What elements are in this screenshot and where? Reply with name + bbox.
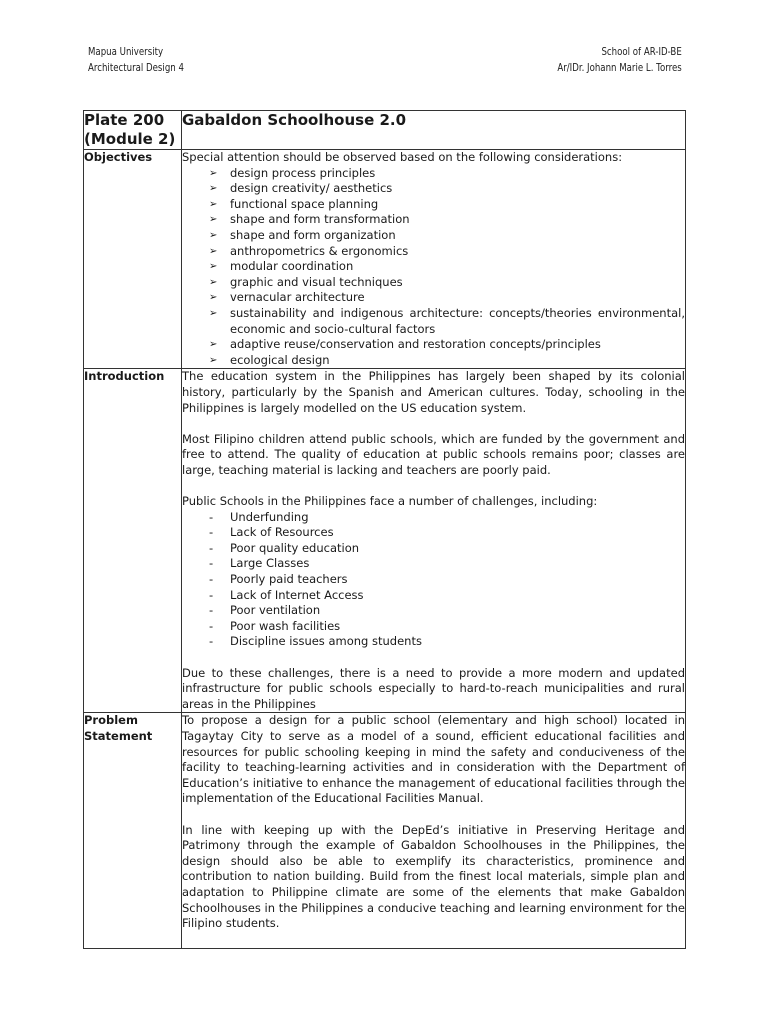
- challenge-item: [182, 556, 685, 572]
- plate-module: (Module 2): [84, 130, 176, 148]
- objective-item: [182, 275, 685, 291]
- objective-item-text: shape and form organization: [230, 227, 396, 242]
- introduction-paragraph-3: Public Schools in the Philippines face a number of challenges, including:: [182, 494, 598, 509]
- objective-item-text: design process principles: [230, 165, 376, 180]
- challenge-item: [182, 588, 685, 604]
- bullet-icon: ➢: [209, 354, 218, 366]
- objective-item: [182, 166, 685, 182]
- bullet-icon: ➢: [209, 276, 218, 288]
- objective-item: [182, 228, 685, 244]
- problem-label-line-1: Problem: [84, 713, 138, 728]
- objective-item: [182, 306, 685, 337]
- introduction-paragraph-1: The education system in the Philippines has largely been shaped by its colonial history, particularly by the Spanish and American cultures. Today, schooling in the Philippines is largely modelled on the US education system.: [182, 369, 685, 415]
- problem-paragraph-2: In line with keeping up with the DepEd’s initiative in Preserving Heritage and Patrimony through the example of Gabaldon Schoolhouses in the Philippines, the design should also be able to exemplify its characteristics, prominence and contribution to nation building. Build from the finest local materials, simple plan and adaptation to Philippine climate are some of the elements that make Gabaldon Schoolhouses in the Philippines a conducive teaching and learning environment for the Filipino students.: [182, 822, 685, 931]
- objective-item-text: sustainability and indigenous architecture: concepts/theories environmental, economic and socio-cultural factors: [230, 305, 685, 336]
- challenge-item-text: Poor quality education: [230, 540, 360, 555]
- introduction-content: [182, 369, 686, 713]
- bullet-icon: -: [209, 540, 214, 555]
- bullet-icon: -: [209, 634, 214, 649]
- objectives-intro: Special attention should be observed based on the following considerations:: [182, 150, 623, 164]
- challenges-list: [182, 510, 685, 650]
- course-name: Architectural Design 4: [88, 62, 184, 74]
- challenge-item-text: Discipline issues among students: [230, 634, 422, 649]
- objective-item: [182, 181, 685, 197]
- objectives-content: [182, 150, 686, 369]
- objective-item: [182, 353, 685, 369]
- bullet-icon: -: [209, 572, 214, 587]
- bullet-icon: ➢: [209, 292, 218, 304]
- page-header-left: [88, 44, 205, 76]
- introduction-paragraph-4: Due to these challenges, there is a need to provide a more modern and updated infrastructure for public schools especially to hard-to-reach municipalities and rural areas in the Philippines: [182, 665, 685, 711]
- problem-statement-label: [84, 713, 182, 948]
- plate-title-cell: [182, 111, 686, 150]
- challenge-item-text: Poor wash facilities: [230, 618, 341, 633]
- bullet-icon: ➢: [209, 229, 218, 241]
- objective-item-text: ecological design: [230, 352, 330, 367]
- objective-item: [182, 212, 685, 228]
- plate-number-cell: [84, 111, 182, 150]
- problem-label-line-2: Statement: [84, 728, 153, 743]
- bullet-icon: -: [209, 618, 214, 633]
- objective-item: [182, 337, 685, 353]
- bullet-icon: -: [209, 556, 214, 571]
- objective-item: [182, 197, 685, 213]
- challenge-item-text: Lack of Internet Access: [230, 587, 364, 602]
- objective-item-text: modular coordination: [230, 259, 354, 274]
- bullet-icon: -: [209, 525, 214, 540]
- bullet-icon: -: [209, 587, 214, 602]
- challenge-item-text: Large Classes: [230, 556, 310, 571]
- objective-item-text: anthropometrics & ergonomics: [230, 243, 409, 258]
- page-header-right: [530, 44, 682, 76]
- bullet-icon: ➢: [209, 183, 218, 195]
- objective-item-text: functional space planning: [230, 196, 379, 211]
- introduction-label: Introduction: [84, 369, 182, 713]
- objective-item: [182, 259, 685, 275]
- school-name: School of AR-ID-BE: [601, 46, 682, 58]
- challenge-item: [182, 634, 685, 650]
- challenge-item-text: Poor ventilation: [230, 603, 321, 618]
- plate-title-row: [84, 111, 686, 150]
- bullet-icon: -: [209, 509, 214, 524]
- objective-item-text: shape and form transformation: [230, 212, 410, 227]
- plate-title: Gabaldon Schoolhouse 2.0: [182, 111, 407, 129]
- problem-statement-content: [182, 713, 686, 948]
- objective-item-text: design creativity/ aesthetics: [230, 181, 393, 196]
- objective-item-text: vernacular architecture: [230, 290, 365, 305]
- university-name: Mapua University: [88, 46, 164, 58]
- introduction-row: [84, 369, 686, 713]
- plate-table: [83, 110, 686, 949]
- objective-item: [182, 244, 685, 260]
- bullet-icon: ➢: [209, 339, 218, 351]
- problem-statement-row: [84, 713, 686, 948]
- objective-item-text: graphic and visual techniques: [230, 274, 403, 289]
- objective-item-text: adaptive reuse/conservation and restoration concepts/principles: [230, 337, 601, 352]
- plate-number: Plate 200: [84, 111, 165, 129]
- challenge-item: [182, 541, 685, 557]
- challenge-item: [182, 525, 685, 541]
- challenge-item: [182, 619, 685, 635]
- objectives-list: [182, 166, 685, 369]
- challenge-item-text: Lack of Resources: [230, 525, 334, 540]
- bullet-icon: -: [209, 603, 214, 618]
- bullet-icon: ➢: [209, 214, 218, 226]
- challenge-item-text: Poorly paid teachers: [230, 572, 348, 587]
- objective-item: [182, 290, 685, 306]
- bullet-icon: ➢: [209, 261, 218, 273]
- challenge-item: [182, 510, 685, 526]
- bullet-icon: ➢: [209, 198, 218, 210]
- introduction-paragraph-2: Most Filipino children attend public schools, which are funded by the government and free to attend. The quality of education at public schools remains poor; classes are large, teaching material is lacking and teachers are poorly paid.: [182, 431, 685, 477]
- objectives-row: [84, 150, 686, 369]
- instructor-name: Ar/IDr. Johann Marie L. Torres: [557, 62, 682, 74]
- objectives-label: Objectives: [84, 150, 182, 369]
- challenge-item: [182, 603, 685, 619]
- challenge-item-text: Underfunding: [230, 509, 309, 524]
- problem-paragraph-1: To propose a design for a public school (elementary and high school) located in Tagaytay City to serve as a model of a sound, efficient educational facilities and resources for public schooling keeping in mind the safety and conduciveness of the facility to teaching-learning activities and in consideration with the Department of Education’s initiative to enhance the management of educational facilities through the implementation of the Educational Facilities Manual.: [182, 713, 685, 806]
- challenge-item: [182, 572, 685, 588]
- bullet-icon: ➢: [209, 245, 218, 257]
- bullet-icon: ➢: [209, 167, 218, 179]
- bullet-icon: ➢: [209, 307, 218, 319]
